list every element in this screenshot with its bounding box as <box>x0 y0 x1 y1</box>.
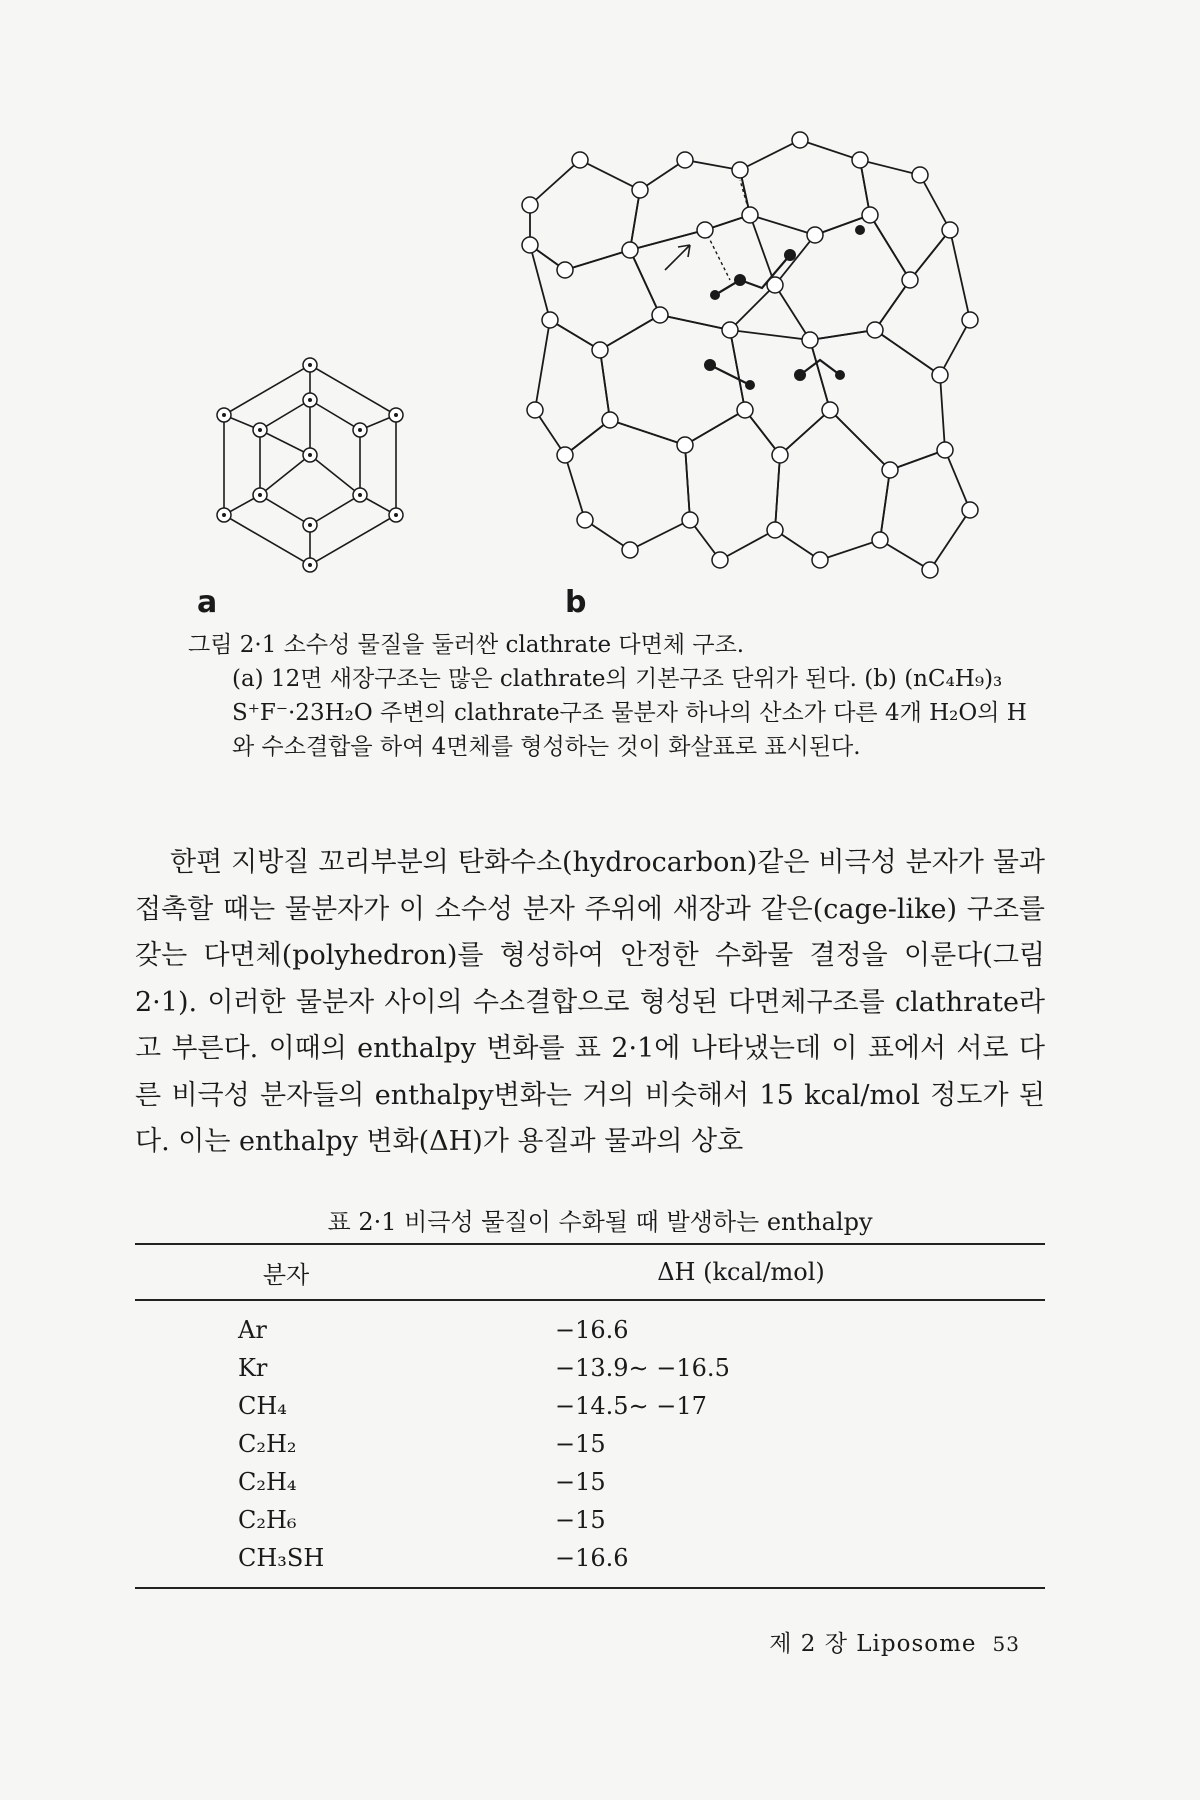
table-row <box>135 1425 1045 1463</box>
cell-molecule: Kr <box>238 1354 268 1382</box>
table-header-row <box>135 1244 1045 1300</box>
figure-caption <box>188 628 1028 764</box>
table-row <box>135 1300 1045 1349</box>
cell-molecule: CH₄ <box>238 1392 287 1420</box>
cell-value: −16.6 <box>555 1544 629 1572</box>
page-footer <box>769 1625 1020 1658</box>
chapter-title: 제 2 장 Liposome <box>769 1631 977 1657</box>
table-caption: 표 2·1 비극성 물질이 수화될 때 발생하는 enthalpy <box>327 1208 873 1236</box>
table-row <box>135 1349 1045 1387</box>
page-number: 53 <box>992 1632 1020 1656</box>
table-row <box>135 1501 1045 1539</box>
figure-caption-body: (a) 12면 새장구조는 많은 clathrate의 기본구조 단위가 된다. (b) (nC₄H₉)₃ S⁺F⁻·23H₂O 주변의 clathrate구조 물분자 하나의 산소가 다른 4개 H₂O의 H와 수소결합을 하여 4면체를 형성하는 것이 화살표로 표시된다. <box>232 666 1027 760</box>
table-row <box>135 1387 1045 1425</box>
cell-value: −15 <box>555 1430 606 1458</box>
cell-value: −15 <box>555 1506 606 1534</box>
panel-label-a: a <box>197 585 218 620</box>
header-delta-h: ΔH (kcal/mol) <box>437 1244 1045 1300</box>
cell-molecule: Ar <box>238 1316 267 1344</box>
table-row <box>135 1539 1045 1588</box>
cell-molecule: C₂H₄ <box>238 1468 297 1496</box>
table-row <box>135 1463 1045 1501</box>
cell-molecule: CH₃SH <box>238 1544 325 1572</box>
cell-value: −15 <box>555 1468 606 1496</box>
cell-value: −13.9∼ −16.5 <box>555 1354 730 1382</box>
figure-2-1 <box>170 100 1030 620</box>
cell-molecule: C₂H₆ <box>238 1506 297 1534</box>
figure-caption-title: 그림 2·1 소수성 물질을 둘러싼 clathrate 다면체 구조. <box>188 632 745 658</box>
cell-molecule: C₂H₂ <box>238 1430 297 1458</box>
clathrate-network-illustration <box>500 120 1000 600</box>
body-text <box>135 840 1045 1166</box>
cell-value: −14.5∼ −17 <box>555 1392 707 1420</box>
enthalpy-table <box>135 1243 1045 1589</box>
header-molecule: 분자 <box>135 1244 437 1300</box>
panel-label-b: b <box>565 585 587 620</box>
cell-value: −16.6 <box>555 1316 629 1344</box>
dodecahedron-cage-illustration <box>200 355 420 575</box>
body-paragraph: 한편 지방질 꼬리부분의 탄화수소(hydrocarbon)같은 비극성 분자가 물과 접촉할 때는 물분자가 이 소수성 분자 주위에 새장과 같은(cage-like) 구조를 갖는 다면체(polyhedron)를 형성하여 안정한 수화물 결정을 이룬다(그림 2·1). 이러한 물분자 사이의 수소결합으로 형성된 다면체구조를 clathrate라고 부른다. 이때의 enthalpy 변화를 표 2·1에 나타냈는데 이 표에서 서로 다른 비극성 분자들의 enthalpy변화는 거의 비슷해서 15 kcal/mol 정도가 된다. 이는 enthalpy 변화(ΔH)가 용질과 물과의 상호 <box>135 847 1045 1157</box>
